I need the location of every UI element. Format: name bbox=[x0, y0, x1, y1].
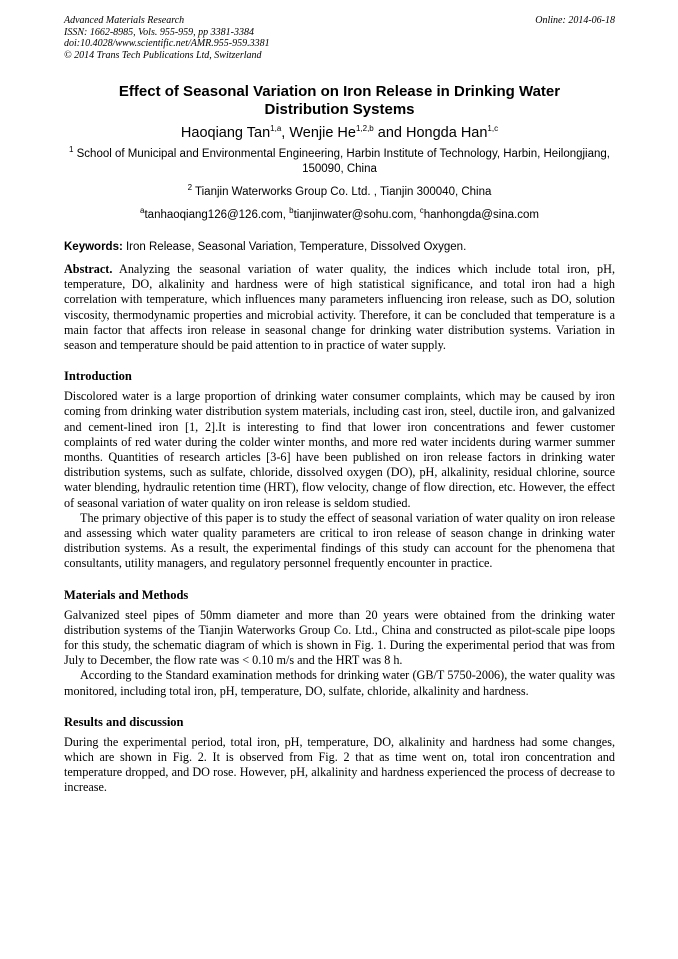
journal-name: Advanced Materials Research bbox=[64, 15, 185, 26]
body-paragraph: During the experimental period, total iron, pH, temperature, DO, alkalinity and hardness had some changes, which are shown in Fig. 2. It is observed from Fig. 2 that as time went on, total iron concentration and temperature dropped, and DO rose. However, pH, alkalinity and hardness experienced the process of decrease to increase. bbox=[64, 734, 615, 795]
email-sup: c bbox=[419, 206, 424, 216]
affiliation-text: Tianjin Waterworks Group Co. Ltd. , Tianjin 300040, China bbox=[192, 186, 492, 198]
author-name: Hongda Han bbox=[406, 125, 488, 141]
email-sup: b bbox=[289, 206, 294, 216]
doi-line: doi:10.4028/www.scientific.net/AMR.955-959.3381 bbox=[64, 38, 270, 49]
body-paragraph: According to the Standard examination methods for drinking water (GB/T 5750-2006), the water quality was monitored, including total iron, pH, temperature, DO, sulfate, chloride, alkalinity and hardness. bbox=[64, 668, 615, 698]
abstract-text: Analyzing the seasonal variation of water quality, the indices which include total iron, pH, temperature, DO, alkalinity and hardness were of high statistical significance, and total iron had a high correlation with temperature, which influences many parameters influencing iron release, such as DO, solution viscosity, thermodynamic properties and microbial activity. Therefore, it can be concluded that temperature is a main factor that affects iron release in seasonal change for drinking water distribution systems. Variation in season and temperature should be paid attention to in practice of water supply. bbox=[64, 262, 615, 353]
author-affil-sup: 1,2,b bbox=[355, 124, 374, 134]
keywords-label: Keywords: bbox=[64, 241, 123, 253]
body-paragraph: Discolored water is a large proportion of drinking water consumer complaints, which may be caused by iron coming from drinking water distribution system materials, including cast iron, steel, ductile iron, and galvanized and cement-lined iron [1, 2].It is interesting to find that lower iron concentrations and fewer customer complaints of red water during the colder winter months, and more red water incidents during warmer summer months. Quantities of research articles [3-6] have been published on iron release factors in drinking water distribution systems, such as sulfate, chloride, dissolved oxygen (DO), pH, alkalinity, residual chlorine, source water blending, hydraulic retention time (HRT), flow velocity, change of flow direction, etc. However, the effect of seasonal variation of water quality on iron release is seldom studied. bbox=[64, 389, 615, 510]
author-separator: and bbox=[373, 125, 406, 141]
author-affil-sup: 1,c bbox=[487, 124, 499, 134]
affiliation-sup: 1 bbox=[68, 145, 74, 155]
section-heading-introduction: Introduction bbox=[64, 369, 132, 384]
body-paragraph: Galvanized steel pipes of 50mm diameter and more than 20 years were obtained from the drinking water distribution systems of the Tianjin Waterworks Group Co. Ltd., China and constructed as pilot-scale pipe loops for this study, the schematic diagram of which is shown in Fig. 1. During the experimental period that was from July to December, the flow rate was < 0.10 m/s and the HRT was 8 h. bbox=[64, 607, 615, 668]
author-name: Wenjie He bbox=[289, 125, 356, 141]
author-name: Haoqiang Tan bbox=[180, 125, 271, 141]
keywords bbox=[64, 241, 615, 253]
email-sup: a bbox=[140, 206, 145, 216]
abstract bbox=[64, 262, 615, 353]
section-heading-materials-methods: Materials and Methods bbox=[64, 587, 189, 602]
affiliation-2 bbox=[64, 185, 615, 200]
copyright-line: © 2014 Trans Tech Publications Ltd, Switzerland bbox=[64, 49, 262, 61]
email-list bbox=[64, 206, 615, 221]
body-paragraph: The primary objective of this paper is to study the effect of seasonal variation of water quality on iron release and assessing which water quality parameters are critical to iron release of season change in drinking water distribution systems. As a result, the experimental findings of this study can account for the phenomena that consultants, utility managers, and regulatory personnel frequently encounter in practice. bbox=[64, 510, 615, 571]
author-list bbox=[64, 124, 615, 142]
paper-page bbox=[64, 15, 615, 796]
affiliation-1 bbox=[64, 147, 615, 177]
author-separator: , bbox=[281, 125, 290, 141]
affiliation-sup: 2 bbox=[187, 183, 193, 193]
email-address: tianjinwater@sohu.com, bbox=[293, 209, 420, 221]
email-address: hanhongda@sina.com bbox=[423, 209, 539, 221]
online-date: Online: 2014-06-18 bbox=[535, 15, 615, 26]
journal-header bbox=[64, 15, 615, 61]
author-affil-sup: 1,a bbox=[270, 124, 282, 134]
issn-line: ISSN: 1662-8985, Vols. 955-959, pp 3381-3384 bbox=[64, 26, 254, 38]
keywords-text: Iron Release, Seasonal Variation, Temperature, Dissolved Oxygen. bbox=[122, 241, 467, 253]
section-heading-results-discussion: Results and discussion bbox=[64, 714, 184, 729]
email-address: tanhaoqiang126@126.com, bbox=[144, 209, 290, 221]
paper-title: Effect of Seasonal Variation on Iron Release in Drinking Water Distribution Systems bbox=[118, 83, 561, 118]
affiliation-text: School of Municipal and Environmental Engineering, Harbin Institute of Technology, Harbin, Heilongjiang, 150090, China bbox=[73, 148, 610, 175]
abstract-label: Abstract. bbox=[64, 262, 113, 276]
